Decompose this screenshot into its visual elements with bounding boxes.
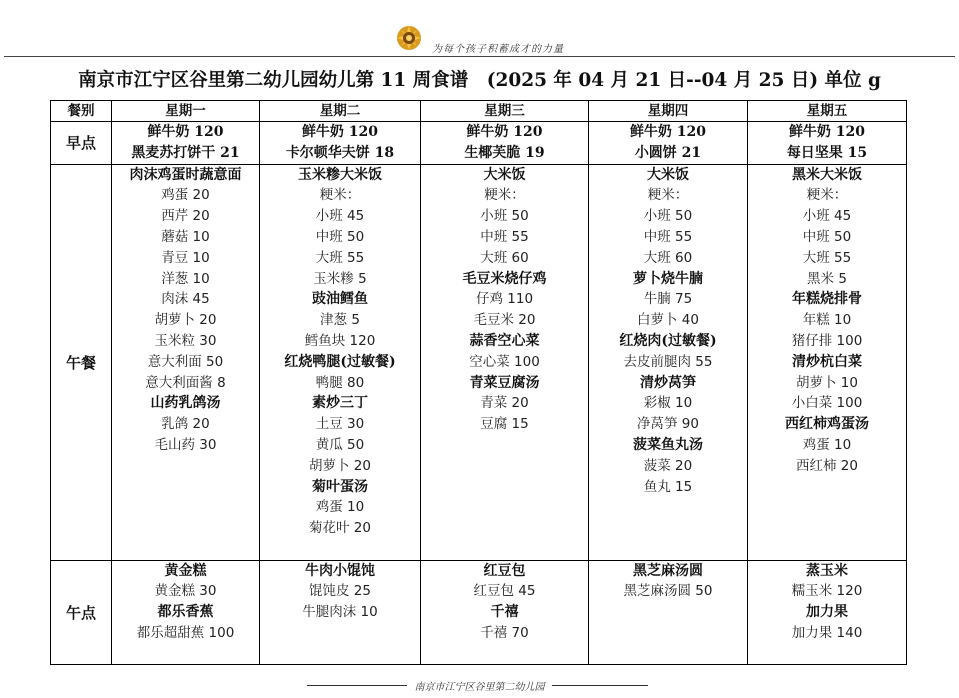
ingredient-amount: 粳米： bbox=[647, 187, 689, 204]
dish-name: 小圆饼 21 bbox=[634, 144, 702, 161]
menu-cell bbox=[589, 122, 748, 165]
ingredient-amount: 菊花叶 20 bbox=[309, 520, 371, 537]
dish-name: 鲜牛奶 120 bbox=[301, 124, 379, 140]
dish-name: 每日坚果 15 bbox=[786, 144, 868, 161]
dish-name: 卡尔顿华夫饼 18 bbox=[285, 144, 395, 161]
ingredient-amount: 胡萝卜 20 bbox=[309, 457, 371, 474]
school-slogan: 为每个孩子积蓄成才的力量 bbox=[432, 44, 564, 55]
dish-name: 黑米大米饭 bbox=[792, 166, 862, 183]
menu-cell bbox=[748, 122, 907, 165]
ingredient-amount: 小白菜 100 bbox=[791, 395, 863, 412]
ingredient-amount: 津葱 5 bbox=[320, 312, 360, 329]
ingredient-amount: 毛山药 30 bbox=[154, 436, 217, 453]
menu-cell bbox=[260, 122, 421, 165]
dish-name: 黄金糕 bbox=[164, 562, 207, 579]
ingredient-amount: 猪仔排 100 bbox=[791, 332, 863, 349]
ingredient-amount: 小班 45 bbox=[802, 208, 852, 225]
ingredient-amount: 年糕 10 bbox=[802, 312, 852, 329]
ingredient-amount: 黑米 5 bbox=[807, 270, 847, 287]
ingredient-amount: 黑芝麻汤圆 50 bbox=[623, 583, 713, 600]
menu-cell bbox=[589, 164, 748, 560]
dish-name: 鲜牛奶 120 bbox=[629, 124, 707, 140]
dish-name: 毛豆米烧仔鸡 bbox=[462, 270, 547, 287]
ingredient-amount: 土豆 30 bbox=[315, 416, 365, 433]
ingredient-amount: 鸡蛋 10 bbox=[802, 436, 852, 453]
weekly-menu-table bbox=[50, 100, 907, 665]
dish-name: 菊叶蛋汤 bbox=[312, 478, 368, 495]
ingredient-amount: 洋葱 10 bbox=[161, 270, 210, 287]
ingredient-amount: 大班 55 bbox=[315, 249, 365, 266]
ingredient-amount: 黄瓜 50 bbox=[315, 436, 365, 453]
footer-school-name bbox=[0, 678, 959, 693]
ingredient-amount: 大班 55 bbox=[802, 249, 852, 266]
menu-cell bbox=[112, 164, 260, 560]
ingredient-amount: 大班 60 bbox=[480, 249, 529, 266]
menu-cell bbox=[748, 560, 907, 664]
ingredient-amount: 小班 50 bbox=[480, 208, 529, 225]
header-divider bbox=[4, 56, 955, 57]
ingredient-amount: 鳕鱼块 120 bbox=[304, 332, 376, 349]
day-header: 星期四 bbox=[589, 101, 748, 122]
ingredient-amount: 玉米糁 5 bbox=[313, 270, 367, 287]
menu-cell bbox=[112, 560, 260, 664]
ingredient-amount: 牛腩 75 bbox=[643, 291, 693, 308]
ingredient-amount: 彩椒 10 bbox=[643, 395, 693, 412]
ingredient-amount: 中班 50 bbox=[315, 228, 365, 245]
dish-name: 西红柿鸡蛋汤 bbox=[785, 416, 869, 433]
dish-name: 红烧肉(过敏餐) bbox=[619, 332, 717, 349]
ingredient-amount: 胡萝卜 10 bbox=[796, 374, 858, 391]
dish-name: 清炒杭白菜 bbox=[792, 353, 862, 370]
ingredient-amount: 加力果 140 bbox=[791, 624, 863, 641]
ingredient-amount: 小班 45 bbox=[315, 208, 365, 225]
school-logo-icon bbox=[396, 25, 422, 51]
ingredient-amount: 千禧 70 bbox=[480, 624, 529, 641]
ingredient-amount: 红豆包 45 bbox=[473, 583, 536, 600]
ingredient-amount: 菠菜 20 bbox=[643, 457, 693, 474]
ingredient-amount: 净莴笋 90 bbox=[637, 416, 699, 433]
ingredient-amount: 肉沫 45 bbox=[161, 291, 210, 308]
dish-name: 山药乳鸽汤 bbox=[150, 395, 221, 412]
ingredient-amount: 青菜 20 bbox=[480, 395, 529, 412]
ingredient-amount: 毛豆米 20 bbox=[473, 312, 536, 329]
dish-name: 大米饭 bbox=[483, 166, 526, 183]
ingredient-amount: 黄金糕 30 bbox=[154, 583, 217, 600]
ingredient-amount: 鸭腿 80 bbox=[315, 374, 365, 391]
dish-name: 生椰芙脆 19 bbox=[464, 144, 545, 161]
menu-cell bbox=[260, 164, 421, 560]
ingredient-amount: 青豆 10 bbox=[161, 249, 210, 266]
ingredient-amount: 豆腐 15 bbox=[480, 416, 529, 433]
ingredient-amount: 牛腿肉沫 10 bbox=[302, 604, 378, 621]
meal-label: 午点 bbox=[51, 560, 112, 664]
menu-cell bbox=[112, 122, 260, 165]
ingredient-amount: 西芹 20 bbox=[161, 208, 210, 225]
ingredient-amount: 玉米粒 30 bbox=[154, 332, 217, 349]
ingredient-amount: 鸡蛋 10 bbox=[315, 499, 365, 516]
dish-name: 鲜牛奶 120 bbox=[788, 124, 866, 140]
meal-label: 午餐 bbox=[51, 164, 112, 560]
dish-name: 千禧 bbox=[490, 604, 519, 621]
dish-name: 玉米糁大米饭 bbox=[298, 166, 382, 183]
dish-name: 萝卜烧牛腩 bbox=[633, 270, 703, 287]
ingredient-amount: 小班 50 bbox=[643, 208, 693, 225]
dish-name: 菠菜鱼丸汤 bbox=[633, 436, 703, 453]
dish-name: 鲜牛奶 120 bbox=[147, 124, 224, 140]
menu-cell bbox=[260, 560, 421, 664]
day-header: 星期二 bbox=[260, 101, 421, 122]
ingredient-amount: 粳米： bbox=[484, 187, 525, 204]
ingredient-amount: 乳鸽 20 bbox=[161, 416, 210, 433]
ingredient-amount: 鸡蛋 20 bbox=[161, 187, 210, 204]
ingredient-amount: 粳米： bbox=[319, 187, 361, 204]
menu-cell bbox=[421, 164, 589, 560]
ingredient-amount: 西红柿 20 bbox=[796, 457, 858, 474]
ingredient-amount: 鱼丸 15 bbox=[643, 478, 693, 495]
ingredient-amount: 蘑菇 10 bbox=[161, 228, 210, 245]
dish-name: 肉沫鸡蛋时蔬意面 bbox=[129, 166, 242, 183]
dish-name: 红豆包 bbox=[483, 562, 526, 579]
ingredient-amount: 意大利面酱 8 bbox=[145, 374, 226, 391]
dish-name: 大米饭 bbox=[647, 166, 689, 183]
dish-name: 豉油鳕鱼 bbox=[312, 291, 368, 308]
dish-name: 年糕烧排骨 bbox=[792, 291, 862, 308]
dish-name: 清炒莴笋 bbox=[640, 374, 696, 391]
dish-name: 蒜香空心菜 bbox=[469, 332, 540, 349]
day-header: 星期五 bbox=[748, 101, 907, 122]
ingredient-amount: 粳米： bbox=[806, 187, 848, 204]
day-header: 星期三 bbox=[421, 101, 589, 122]
ingredient-amount: 空心菜 100 bbox=[469, 353, 540, 370]
dish-name: 青菜豆腐汤 bbox=[469, 374, 540, 391]
meal-row bbox=[51, 560, 907, 664]
meal-row bbox=[51, 122, 907, 165]
meal-row bbox=[51, 164, 907, 560]
day-header: 星期一 bbox=[112, 101, 260, 122]
dish-name: 鲜牛奶 120 bbox=[466, 124, 543, 140]
dish-name: 黑麦苏打饼干 21 bbox=[131, 144, 240, 161]
meal-label: 早点 bbox=[51, 122, 112, 165]
ingredient-amount: 去皮前腿肉 55 bbox=[623, 353, 713, 370]
ingredient-amount: 白萝卜 40 bbox=[637, 312, 699, 329]
page-title: 南京市江宁区谷里第二幼儿园幼儿第 11 周食谱 (2025 年 04 月 21 日--04 月 25 日) 单位 g bbox=[78, 70, 881, 91]
ingredient-amount: 中班 55 bbox=[480, 228, 529, 245]
menu-cell bbox=[589, 560, 748, 664]
dish-name: 蒸玉米 bbox=[806, 562, 848, 579]
ingredient-amount: 胡萝卜 20 bbox=[154, 312, 217, 329]
ingredient-amount: 糯玉米 120 bbox=[791, 583, 863, 600]
dish-name: 红烧鸭腿(过敏餐) bbox=[284, 353, 396, 370]
ingredient-amount: 大班 60 bbox=[643, 249, 693, 266]
table-header-row bbox=[51, 101, 907, 122]
footer-text: 南京市江宁区谷里第二幼儿园 bbox=[411, 682, 549, 693]
ingredient-amount: 仔鸡 110 bbox=[475, 291, 534, 308]
dish-name: 素炒三丁 bbox=[312, 395, 368, 412]
ingredient-amount: 中班 55 bbox=[643, 228, 693, 245]
dish-name: 黑芝麻汤圆 bbox=[633, 562, 703, 579]
ingredient-amount: 中班 50 bbox=[802, 228, 852, 245]
ingredient-amount: 馄饨皮 25 bbox=[309, 583, 371, 600]
dish-name: 都乐香蕉 bbox=[157, 604, 214, 621]
dish-name: 牛肉小馄饨 bbox=[305, 562, 375, 579]
menu-cell bbox=[421, 560, 589, 664]
menu-cell bbox=[748, 164, 907, 560]
ingredient-amount: 都乐超甜蕉 100 bbox=[136, 624, 235, 641]
menu-cell bbox=[421, 122, 589, 165]
meal-type-header: 餐别 bbox=[51, 101, 112, 122]
dish-name: 加力果 bbox=[806, 604, 848, 621]
ingredient-amount: 意大利面 50 bbox=[147, 353, 224, 370]
